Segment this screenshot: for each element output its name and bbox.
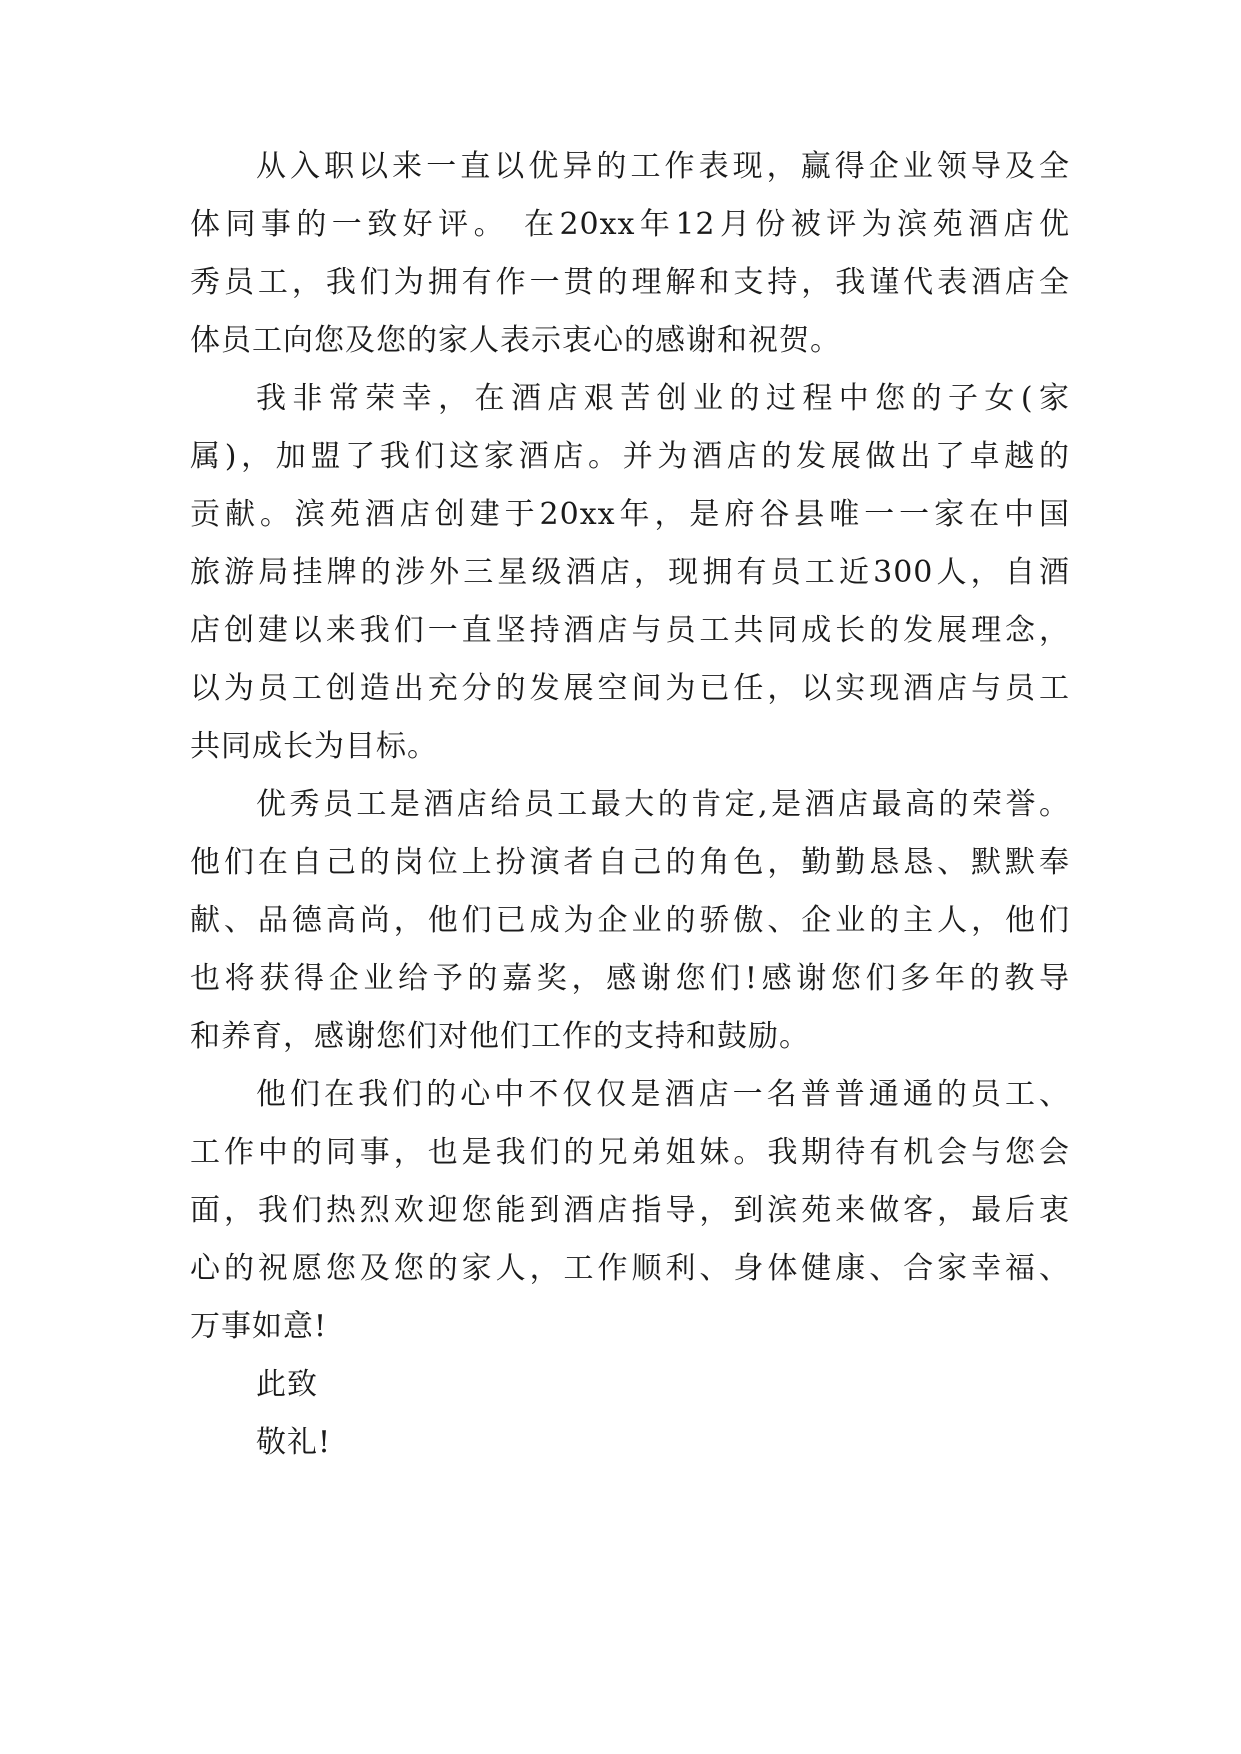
paragraph-4-line-5: 万事如意!: [190, 1309, 328, 1344]
paragraph-4-line-2: 工作中的同事，也是我们的兄弟姐妹。我期待有机会与您会: [190, 1135, 1070, 1170]
paragraph-3-line-5: 和养育，感谢您们对他们工作的支持和鼓励。: [190, 1019, 810, 1054]
closing-regards: 敬礼!: [256, 1425, 332, 1460]
paragraph-1-line-3: 秀员工，我们为拥有作一贯的理解和支持，我谨代表酒店全: [190, 265, 1070, 300]
closing-salutation: 此致: [256, 1367, 318, 1402]
paragraph-3-line-2: 他们在自己的岗位上扮演者自己的角色，勤勤恳恳、默默奉: [190, 845, 1070, 880]
paragraph-2-line-4: 旅游局挂牌的涉外三星级酒店，现拥有员工近300人，自酒: [190, 555, 1070, 590]
paragraph-4-line-4: 心的祝愿您及您的家人，工作顺利、身体健康、合家幸福、: [190, 1251, 1070, 1286]
paragraph-2-line-7: 共同成长为目标。: [190, 729, 438, 764]
paragraph-2-line-2: 属)，加盟了我们这家酒店。并为酒店的发展做出了卓越的: [190, 439, 1070, 474]
paragraph-3-line-4: 也将获得企业给予的嘉奖，感谢您们!感谢您们多年的教导: [190, 961, 1070, 996]
paragraph-2-line-6: 以为员工创造出充分的发展空间为已任，以实现酒店与员工: [190, 671, 1070, 706]
paragraph-4-line-1: 他们在我们的心中不仅仅是酒店一名普普通通的员工、: [256, 1077, 1070, 1112]
paragraph-2-line-1: 我非常荣幸，在酒店艰苦创业的过程中您的子女(家: [256, 381, 1070, 416]
paragraph-3-line-3: 献、品德高尚，他们已成为企业的骄傲、企业的主人，他们: [190, 903, 1070, 938]
paragraph-1-line-4: 体员工向您及您的家人表示衷心的感谢和祝贺。: [190, 323, 841, 358]
paragraph-2-line-3: 贡献。滨苑酒店创建于20xx年，是府谷县唯一一家在中国: [190, 497, 1070, 532]
paragraph-1-line-2: 体同事的一致好评。 在20xx年12月份被评为滨苑酒店优: [190, 207, 1070, 242]
paragraph-3-line-1: 优秀员工是酒店给员工最大的肯定,是酒店最高的荣誉。: [256, 787, 1070, 822]
paragraph-4-line-3: 面，我们热烈欢迎您能到酒店指导，到滨苑来做客，最后衷: [190, 1193, 1070, 1228]
paragraph-1-line-1: 从入职以来一直以优异的工作表现，赢得企业领导及全: [256, 149, 1070, 184]
paragraph-2-line-5: 店创建以来我们一直坚持酒店与员工共同成长的发展理念，: [190, 613, 1070, 648]
